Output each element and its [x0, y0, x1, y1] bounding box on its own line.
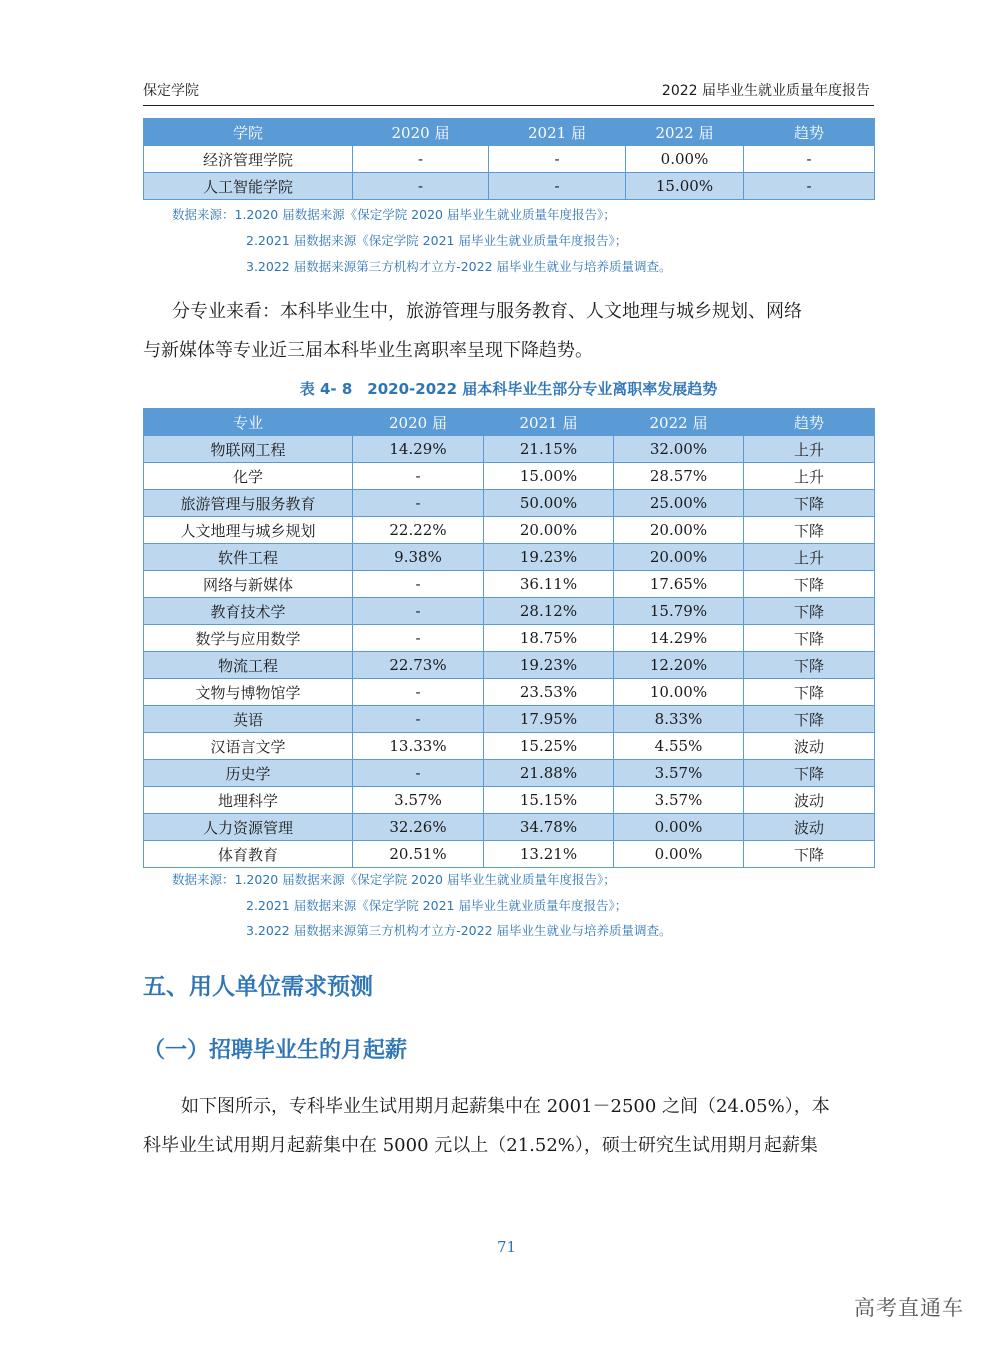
- table-cell: 18.75%: [484, 625, 614, 652]
- table-cell: 网络与新媒体: [144, 571, 353, 598]
- table-cell: 13.33%: [353, 733, 484, 760]
- table-cell: 下降: [744, 571, 875, 598]
- table-row: [144, 571, 875, 598]
- section-heading: 五、用人单位需求预测: [143, 974, 373, 1000]
- table-cell: 人文地理与城乡规划: [144, 517, 353, 544]
- column-header: 2021 届: [489, 119, 626, 146]
- table-cell: -: [744, 173, 875, 200]
- table-cell: 下降: [744, 625, 875, 652]
- table-cell: 体育教育: [144, 841, 353, 868]
- table-row: [144, 173, 875, 200]
- table-cell: 旅游管理与服务教育: [144, 490, 353, 517]
- table-row: [144, 517, 875, 544]
- table-cell: 9.38%: [353, 544, 484, 571]
- table-cell: 波动: [744, 814, 875, 841]
- table-cell: 14.29%: [614, 625, 744, 652]
- table-cell: 13.21%: [484, 841, 614, 868]
- table-cell: 教育技术学: [144, 598, 353, 625]
- table-cell: 22.73%: [353, 652, 484, 679]
- paragraph-line: 分专业来看：本科毕业生中，旅游管理与服务教育、人文地理与城乡规划、网络: [172, 301, 802, 322]
- data-source-note: 2.2021 届数据来源《保定学院 2021 届毕业生就业质量年度报告》；: [246, 233, 628, 248]
- column-header: 2021 届: [484, 409, 614, 436]
- table-cell: 8.33%: [614, 706, 744, 733]
- table-cell: -: [744, 146, 875, 173]
- paragraph-line: 科毕业生试用期月起薪集中在 5000 元以上（21.52%），硕士研究生试用期月起薪集: [143, 1135, 818, 1156]
- column-header: 趋势: [744, 409, 875, 436]
- table-cell: -: [353, 571, 484, 598]
- table-cell: 经济管理学院: [144, 146, 353, 173]
- table-cell: 20.00%: [614, 517, 744, 544]
- table-cell: 20.00%: [484, 517, 614, 544]
- table-cell: 汉语言文学: [144, 733, 353, 760]
- table-cell: 下降: [744, 652, 875, 679]
- table-row: [144, 544, 875, 571]
- table-cell: 15.25%: [484, 733, 614, 760]
- table-cell: 下降: [744, 517, 875, 544]
- table-cell: 波动: [744, 733, 875, 760]
- table-row: [144, 463, 875, 490]
- table-cell: 数学与应用数学: [144, 625, 353, 652]
- table-cell: 3.57%: [614, 760, 744, 787]
- column-header: 2020 届: [353, 409, 484, 436]
- table-cell: 22.22%: [353, 517, 484, 544]
- table-cell: -: [353, 706, 484, 733]
- subsection-heading: （一）招聘毕业生的月起薪: [143, 1038, 408, 1063]
- table-cell: 19.23%: [484, 652, 614, 679]
- data-source-note: 3.2022 届数据来源第三方机构才立方-2022 届毕业生就业与培养质量调查。: [246, 259, 672, 274]
- table-cell: 32.26%: [353, 814, 484, 841]
- body-paragraph: [143, 292, 874, 370]
- table-row: [144, 146, 875, 173]
- table-cell: -: [353, 679, 484, 706]
- data-source-note: 数据来源：1.2020 届数据来源《保定学院 2020 届毕业生就业质量年度报告》；: [172, 207, 616, 222]
- table-cell: 下降: [744, 598, 875, 625]
- table-cell: -: [489, 146, 626, 173]
- table-row: [144, 814, 875, 841]
- table-cell: 英语: [144, 706, 353, 733]
- table-cell: 地理科学: [144, 787, 353, 814]
- column-header: 趋势: [744, 119, 875, 146]
- table-cell: 14.29%: [353, 436, 484, 463]
- table-cell: 化学: [144, 463, 353, 490]
- table-cell: 28.12%: [484, 598, 614, 625]
- column-header: 专业: [144, 409, 353, 436]
- data-source-note: 2.2021 届数据来源《保定学院 2021 届毕业生就业质量年度报告》；: [246, 898, 628, 913]
- table-header-row: [144, 119, 875, 146]
- table-row: [144, 787, 875, 814]
- table-cell: 下降: [744, 760, 875, 787]
- table-cell: -: [353, 490, 484, 517]
- table-cell: 软件工程: [144, 544, 353, 571]
- column-header: 2022 届: [626, 119, 744, 146]
- table-cell: 文物与博物馆学: [144, 679, 353, 706]
- table-cell: 上升: [744, 463, 875, 490]
- table-cell: 36.11%: [484, 571, 614, 598]
- table-row: [144, 679, 875, 706]
- data-source-note: 3.2022 届数据来源第三方机构才立方-2022 届毕业生就业与培养质量调查。: [246, 923, 672, 938]
- table-cell: 历史学: [144, 760, 353, 787]
- table-cell: 34.78%: [484, 814, 614, 841]
- table-cell: 下降: [744, 679, 875, 706]
- table-cell: 17.95%: [484, 706, 614, 733]
- table-cell: 32.00%: [614, 436, 744, 463]
- table-row: [144, 841, 875, 868]
- table-cell: 波动: [744, 787, 875, 814]
- data-source-note: 数据来源：1.2020 届数据来源《保定学院 2020 届毕业生就业质量年度报告》；: [172, 872, 616, 887]
- table-cell: 0.00%: [614, 841, 744, 868]
- table-cell: 0.00%: [614, 814, 744, 841]
- table-cell: -: [489, 173, 626, 200]
- table-row: [144, 598, 875, 625]
- table-row: [144, 436, 875, 463]
- table-cell: 10.00%: [614, 679, 744, 706]
- table-cell: 50.00%: [484, 490, 614, 517]
- major-turnover-table: [143, 408, 875, 868]
- table-cell: 上升: [744, 544, 875, 571]
- table-cell: 28.57%: [614, 463, 744, 490]
- paragraph-line: 与新媒体等专业近三届本科毕业生离职率呈现下降趋势。: [143, 340, 593, 361]
- table-cell: 下降: [744, 841, 875, 868]
- table-cell: 物联网工程: [144, 436, 353, 463]
- table-cell: -: [353, 598, 484, 625]
- table-cell: -: [353, 146, 489, 173]
- table-cell: 21.88%: [484, 760, 614, 787]
- table-cell: 人工智能学院: [144, 173, 353, 200]
- table-cell: 下降: [744, 706, 875, 733]
- table-cell: 15.79%: [614, 598, 744, 625]
- page-header-left: 保定学院: [143, 83, 199, 99]
- column-header: 学院: [144, 119, 353, 146]
- table-cell: 4.55%: [614, 733, 744, 760]
- page-header-right: 2022 届毕业生就业质量年度报告: [661, 83, 870, 99]
- body-paragraph: [143, 1087, 874, 1165]
- college-turnover-table: [143, 118, 875, 200]
- table-cell: 20.51%: [353, 841, 484, 868]
- table-row: [144, 760, 875, 787]
- watermark-text: 高考直通车: [854, 1296, 964, 1320]
- table-cell: 15.00%: [484, 463, 614, 490]
- table-cell: 23.53%: [484, 679, 614, 706]
- table-row: [144, 652, 875, 679]
- page-number: 71: [496, 1238, 517, 1256]
- table-cell: 人力资源管理: [144, 814, 353, 841]
- table-cell: -: [353, 625, 484, 652]
- table-cell: 15.15%: [484, 787, 614, 814]
- table-caption: 表 4- 8 2020-2022 届本科毕业生部分专业离职率发展趋势: [299, 380, 718, 398]
- table-cell: 20.00%: [614, 544, 744, 571]
- table-cell: -: [353, 173, 489, 200]
- table-row: [144, 625, 875, 652]
- column-header: 2022 届: [614, 409, 744, 436]
- table-cell: 3.57%: [614, 787, 744, 814]
- header-divider: [143, 105, 874, 106]
- column-header: 2020 届: [353, 119, 489, 146]
- table-row: [144, 706, 875, 733]
- table-cell: 17.65%: [614, 571, 744, 598]
- table-row: [144, 733, 875, 760]
- table-cell: 下降: [744, 490, 875, 517]
- table-cell: 25.00%: [614, 490, 744, 517]
- table-cell: 0.00%: [626, 146, 744, 173]
- table-cell: 3.57%: [353, 787, 484, 814]
- table-cell: 21.15%: [484, 436, 614, 463]
- table-cell: 15.00%: [626, 173, 744, 200]
- table-cell: -: [353, 760, 484, 787]
- table-row: [144, 490, 875, 517]
- paragraph-line: 如下图所示，专科毕业生试用期月起薪集中在 2001－2500 之间（24.05%），本: [181, 1096, 830, 1117]
- table-cell: 12.20%: [614, 652, 744, 679]
- table-cell: 物流工程: [144, 652, 353, 679]
- table-header-row: [144, 409, 875, 436]
- table-cell: 上升: [744, 436, 875, 463]
- table-cell: 19.23%: [484, 544, 614, 571]
- table-cell: -: [353, 463, 484, 490]
